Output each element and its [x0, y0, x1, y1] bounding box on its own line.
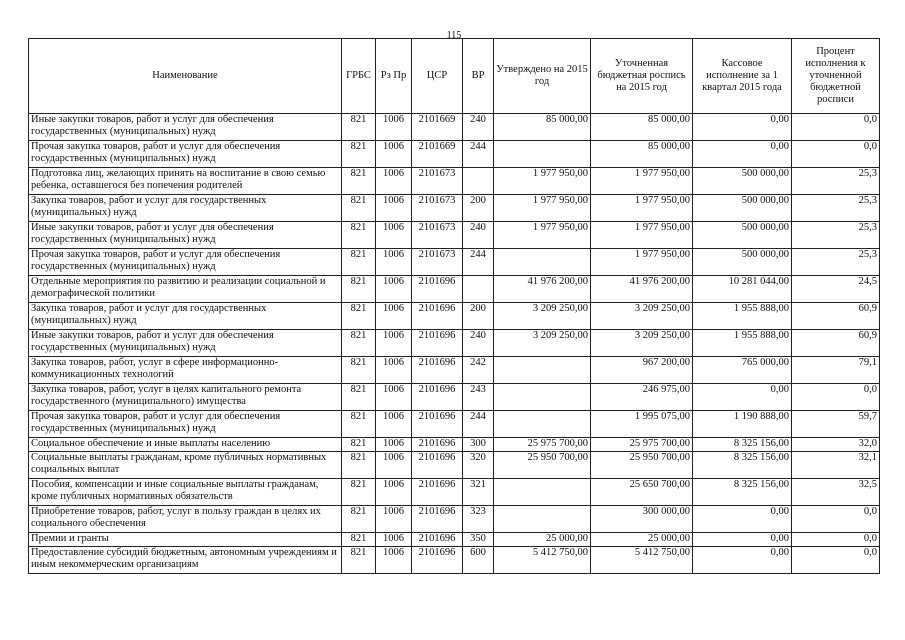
cell-grbs: 821 [342, 330, 376, 357]
cell-grbs: 821 [342, 195, 376, 222]
cell-name: Закупка товаров, работ и услуг для государственных (муниципальных) нужд [29, 303, 342, 330]
cell-executed: 0,00 [693, 547, 792, 574]
cell-revised: 85 000,00 [591, 141, 693, 168]
cell-grbs: 821 [342, 506, 376, 533]
cell-vr: 240 [463, 222, 494, 249]
cell-csr: 2101696 [412, 303, 463, 330]
cell-percent: 0,0 [792, 141, 880, 168]
cell-vr: 200 [463, 195, 494, 222]
cell-revised: 300 000,00 [591, 506, 693, 533]
cell-percent: 60,9 [792, 303, 880, 330]
cell-grbs: 821 [342, 547, 376, 574]
cell-approved: 1 977 950,00 [494, 168, 591, 195]
cell-percent: 0,0 [792, 506, 880, 533]
col-header-vr: ВР [463, 39, 494, 114]
cell-approved [494, 506, 591, 533]
table-row [29, 506, 880, 533]
cell-approved: 5 412 750,00 [494, 547, 591, 574]
cell-name: Социальные выплаты гражданам, кроме публичных нормативных социальных выплат [29, 452, 342, 479]
cell-approved: 85 000,00 [494, 114, 591, 141]
cell-csr: 2101669 [412, 114, 463, 141]
cell-name: Социальное обеспечение и иные выплаты населению [29, 438, 342, 452]
cell-percent: 0,0 [792, 114, 880, 141]
cell-rzpr: 1006 [376, 533, 412, 547]
cell-revised: 25 950 700,00 [591, 452, 693, 479]
cell-name: Пособия, компенсации и иные социальные выплаты гражданам, кроме публичных нормативных обязательств [29, 479, 342, 506]
cell-rzpr: 1006 [376, 547, 412, 574]
table-row [29, 479, 880, 506]
cell-csr: 2101696 [412, 357, 463, 384]
table-row [29, 303, 880, 330]
cell-percent: 0,0 [792, 547, 880, 574]
cell-percent: 25,3 [792, 168, 880, 195]
cell-name: Подготовка лиц, желающих принять на воспитание в свою семью ребенка, оставшегося без попечения родителей [29, 168, 342, 195]
cell-rzpr: 1006 [376, 222, 412, 249]
cell-approved: 1 977 950,00 [494, 222, 591, 249]
cell-rzpr: 1006 [376, 384, 412, 411]
cell-approved: 3 209 250,00 [494, 303, 591, 330]
cell-rzpr: 1006 [376, 479, 412, 506]
cell-name: Предоставление субсидий бюджетным, автономным учреждениям и иным некоммерческим организациям [29, 547, 342, 574]
cell-revised: 5 412 750,00 [591, 547, 693, 574]
cell-approved [494, 249, 591, 276]
cell-csr: 2101669 [412, 141, 463, 168]
cell-name: Закупка товаров, работ, услуг в сфере информационно-коммуникационных технологий [29, 357, 342, 384]
cell-grbs: 821 [342, 533, 376, 547]
col-header-executed: Кассовое исполнение за 1 квартал 2015 года [693, 39, 792, 114]
cell-revised: 25 000,00 [591, 533, 693, 547]
cell-revised: 1 977 950,00 [591, 195, 693, 222]
cell-vr: 600 [463, 547, 494, 574]
cell-grbs: 821 [342, 411, 376, 438]
cell-csr: 2101696 [412, 452, 463, 479]
cell-csr: 2101673 [412, 222, 463, 249]
cell-csr: 2101696 [412, 411, 463, 438]
cell-csr: 2101696 [412, 547, 463, 574]
cell-name: Приобретение товаров, работ, услуг в пользу граждан в целях их социального обеспечения [29, 506, 342, 533]
cell-executed: 8 325 156,00 [693, 479, 792, 506]
cell-percent: 32,5 [792, 479, 880, 506]
cell-revised: 25 650 700,00 [591, 479, 693, 506]
table-row [29, 411, 880, 438]
cell-percent: 0,0 [792, 384, 880, 411]
cell-csr: 2101673 [412, 195, 463, 222]
cell-approved: 3 209 250,00 [494, 330, 591, 357]
cell-grbs: 821 [342, 276, 376, 303]
cell-executed: 765 000,00 [693, 357, 792, 384]
cell-rzpr: 1006 [376, 195, 412, 222]
cell-csr: 2101696 [412, 276, 463, 303]
cell-vr: 243 [463, 384, 494, 411]
cell-approved: 41 976 200,00 [494, 276, 591, 303]
cell-grbs: 821 [342, 303, 376, 330]
cell-csr: 2101696 [412, 506, 463, 533]
cell-grbs: 821 [342, 249, 376, 276]
cell-revised: 1 977 950,00 [591, 249, 693, 276]
cell-rzpr: 1006 [376, 276, 412, 303]
cell-executed: 500 000,00 [693, 195, 792, 222]
cell-executed: 1 190 888,00 [693, 411, 792, 438]
cell-percent: 25,3 [792, 222, 880, 249]
cell-percent: 24,5 [792, 276, 880, 303]
cell-executed: 0,00 [693, 141, 792, 168]
table-row [29, 533, 880, 547]
table-row [29, 357, 880, 384]
table-row [29, 452, 880, 479]
cell-name: Прочая закупка товаров, работ и услуг для обеспечения государственных (муниципальных) нужд [29, 411, 342, 438]
cell-csr: 2101696 [412, 330, 463, 357]
cell-vr: 320 [463, 452, 494, 479]
cell-revised: 3 209 250,00 [591, 303, 693, 330]
cell-name: Прочая закупка товаров, работ и услуг для обеспечения государственных (муниципальных) нужд [29, 249, 342, 276]
cell-rzpr: 1006 [376, 168, 412, 195]
cell-revised: 25 975 700,00 [591, 438, 693, 452]
cell-executed: 0,00 [693, 506, 792, 533]
cell-csr: 2101673 [412, 249, 463, 276]
cell-vr [463, 276, 494, 303]
cell-vr: 200 [463, 303, 494, 330]
cell-name: Иные закупки товаров, работ и услуг для обеспечения государственных (муниципальных) нужд [29, 330, 342, 357]
cell-executed: 500 000,00 [693, 222, 792, 249]
col-header-revised: Уточненная бюджетная роспись на 2015 год [591, 39, 693, 114]
cell-approved [494, 357, 591, 384]
cell-rzpr: 1006 [376, 141, 412, 168]
cell-vr: 300 [463, 438, 494, 452]
cell-vr: 242 [463, 357, 494, 384]
cell-name: Иные закупки товаров, работ и услуг для обеспечения государственных (муниципальных) нужд [29, 222, 342, 249]
page-number: 115 [446, 30, 462, 41]
cell-revised: 967 200,00 [591, 357, 693, 384]
cell-approved [494, 384, 591, 411]
cell-executed: 1 955 888,00 [693, 303, 792, 330]
cell-percent: 25,3 [792, 195, 880, 222]
cell-executed: 500 000,00 [693, 249, 792, 276]
table-row [29, 384, 880, 411]
col-header-approved: Утверждено на 2015 год [494, 39, 591, 114]
cell-revised: 1 977 950,00 [591, 168, 693, 195]
cell-grbs: 821 [342, 141, 376, 168]
cell-name: Отдельные мероприятия по развитию и реализации социальной и демографической политики [29, 276, 342, 303]
table-row [29, 330, 880, 357]
cell-grbs: 821 [342, 222, 376, 249]
cell-approved [494, 141, 591, 168]
cell-executed: 0,00 [693, 114, 792, 141]
cell-rzpr: 1006 [376, 114, 412, 141]
cell-executed: 500 000,00 [693, 168, 792, 195]
cell-percent: 59,7 [792, 411, 880, 438]
cell-revised: 1 995 075,00 [591, 411, 693, 438]
cell-vr: 240 [463, 114, 494, 141]
cell-revised: 1 977 950,00 [591, 222, 693, 249]
cell-vr: 244 [463, 141, 494, 168]
cell-approved: 1 977 950,00 [494, 195, 591, 222]
cell-csr: 2101673 [412, 168, 463, 195]
cell-name: Премии и гранты [29, 533, 342, 547]
cell-csr: 2101696 [412, 533, 463, 547]
cell-rzpr: 1006 [376, 303, 412, 330]
cell-rzpr: 1006 [376, 438, 412, 452]
table-row [29, 276, 880, 303]
col-header-percent: Процент исполнения к уточненной бюджетной росписи [792, 39, 880, 114]
col-header-grbs: ГРБС [342, 39, 376, 114]
table-row [29, 114, 880, 141]
cell-vr: 321 [463, 479, 494, 506]
cell-grbs: 821 [342, 452, 376, 479]
cell-vr: 350 [463, 533, 494, 547]
cell-rzpr: 1006 [376, 506, 412, 533]
cell-revised: 41 976 200,00 [591, 276, 693, 303]
col-header-rzpr: Рз Пр [376, 39, 412, 114]
cell-rzpr: 1006 [376, 357, 412, 384]
cell-executed: 8 325 156,00 [693, 452, 792, 479]
cell-grbs: 821 [342, 384, 376, 411]
table-row [29, 168, 880, 195]
cell-name: Прочая закупка товаров, работ и услуг для обеспечения государственных (муниципальных) нужд [29, 141, 342, 168]
cell-grbs: 821 [342, 168, 376, 195]
cell-grbs: 821 [342, 357, 376, 384]
table-row [29, 547, 880, 574]
cell-revised: 85 000,00 [591, 114, 693, 141]
cell-grbs: 821 [342, 479, 376, 506]
cell-revised: 246 975,00 [591, 384, 693, 411]
cell-csr: 2101696 [412, 479, 463, 506]
cell-executed: 0,00 [693, 533, 792, 547]
cell-name: Закупка товаров, работ, услуг в целях капитального ремонта государственного (муниципального) имущества [29, 384, 342, 411]
cell-approved: 25 975 700,00 [494, 438, 591, 452]
cell-name: Закупка товаров, работ и услуг для государственных (муниципальных) нужд [29, 195, 342, 222]
cell-executed: 1 955 888,00 [693, 330, 792, 357]
cell-percent: 32,1 [792, 452, 880, 479]
cell-rzpr: 1006 [376, 452, 412, 479]
cell-csr: 2101696 [412, 384, 463, 411]
col-header-name: Наименование [29, 39, 342, 114]
cell-percent: 0,0 [792, 533, 880, 547]
table-row [29, 222, 880, 249]
budget-execution-table [28, 38, 880, 574]
cell-rzpr: 1006 [376, 249, 412, 276]
cell-executed: 8 325 156,00 [693, 438, 792, 452]
table-header-row [29, 39, 880, 114]
table-body [29, 114, 880, 574]
table-row [29, 195, 880, 222]
cell-approved [494, 411, 591, 438]
cell-approved: 25 000,00 [494, 533, 591, 547]
cell-rzpr: 1006 [376, 411, 412, 438]
cell-vr: 244 [463, 411, 494, 438]
cell-name: Иные закупки товаров, работ и услуг для обеспечения государственных (муниципальных) нужд [29, 114, 342, 141]
col-header-csr: ЦСР [412, 39, 463, 114]
table-row [29, 438, 880, 452]
cell-vr [463, 168, 494, 195]
table-row [29, 249, 880, 276]
cell-approved [494, 479, 591, 506]
cell-executed: 10 281 044,00 [693, 276, 792, 303]
cell-percent: 79,1 [792, 357, 880, 384]
cell-rzpr: 1006 [376, 330, 412, 357]
cell-grbs: 821 [342, 438, 376, 452]
cell-vr: 244 [463, 249, 494, 276]
cell-vr: 240 [463, 330, 494, 357]
cell-grbs: 821 [342, 114, 376, 141]
table-row [29, 141, 880, 168]
cell-csr: 2101696 [412, 438, 463, 452]
cell-percent: 25,3 [792, 249, 880, 276]
cell-revised: 3 209 250,00 [591, 330, 693, 357]
cell-percent: 60,9 [792, 330, 880, 357]
cell-executed: 0,00 [693, 384, 792, 411]
cell-percent: 32,0 [792, 438, 880, 452]
cell-approved: 25 950 700,00 [494, 452, 591, 479]
cell-vr: 323 [463, 506, 494, 533]
